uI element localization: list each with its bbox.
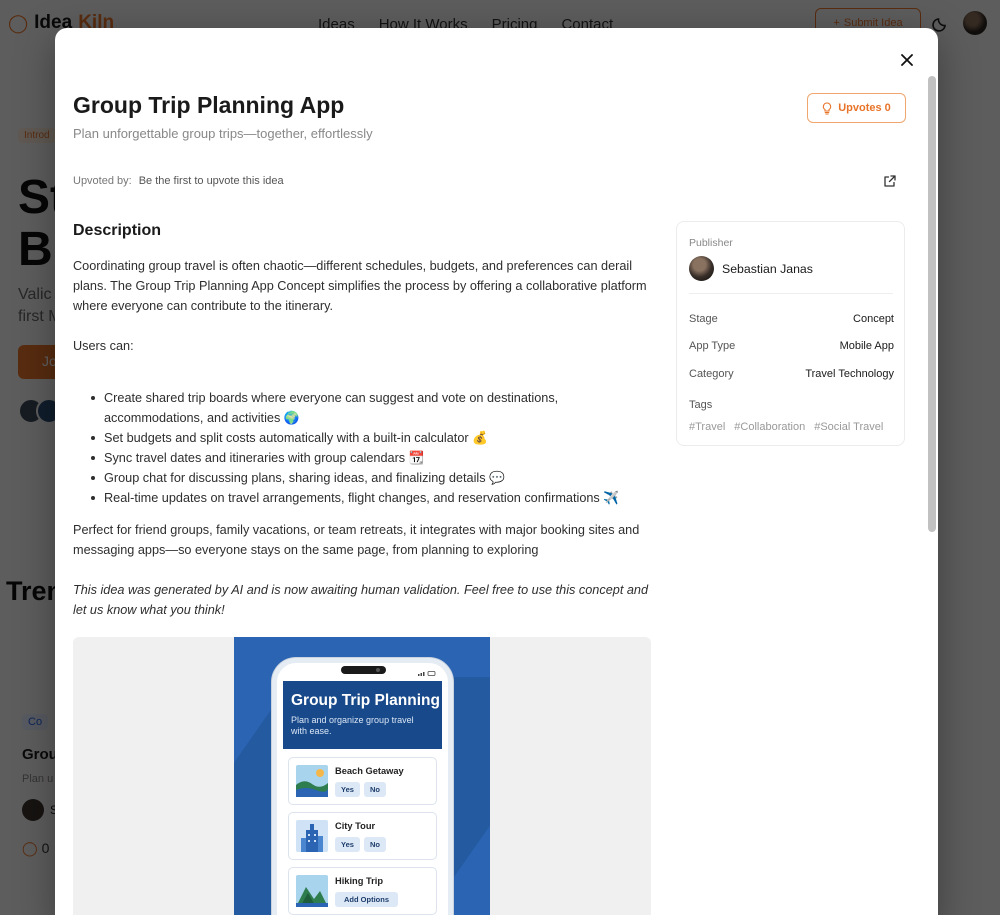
mockup-background: [234, 637, 490, 915]
tag-list: [689, 421, 883, 433]
no-button: No: [364, 837, 386, 852]
feature-list: [104, 388, 653, 508]
idea-detail-modal: [55, 28, 938, 915]
stage-value: Concept: [853, 313, 894, 325]
mockup-title: Group Trip Planning: [291, 692, 440, 709]
ai-note: This idea was generated by AI and is now awaiting human validation. Feel free to use this concept and let us know what you think!: [73, 583, 649, 617]
tag-travel[interactable]: #Travel: [689, 421, 726, 433]
users-can-text: Users can:: [73, 339, 134, 353]
description-heading: Description: [73, 222, 162, 239]
status-bar-icon: [418, 671, 436, 676]
yes-button: Yes: [335, 837, 360, 852]
no-button: No: [364, 782, 386, 797]
close-button[interactable]: [897, 50, 917, 70]
mockup-subtitle: Plan and organize group travel with ease.: [291, 715, 414, 736]
list-item: Group chat for discussing plans, sharing ideas, and finalizing details 💬: [104, 468, 653, 488]
add-options-button: Add Options: [335, 892, 398, 907]
app-type-value: Mobile App: [839, 340, 894, 352]
trip-card-city: City Tour Yes No: [288, 812, 437, 860]
mockup-header: [283, 681, 442, 749]
external-link-icon[interactable]: [883, 174, 897, 188]
tag-collaboration[interactable]: #Collaboration: [734, 421, 806, 433]
publisher-name[interactable]: Sebastian Janas: [722, 262, 813, 276]
summary-paragraph: Perfect for friend groups, family vacations, or team retreats, it integrates with major booking sites and messaging apps—so everyone stays on the same page, from planning to exploring: [73, 523, 640, 557]
tag-social-travel[interactable]: #Social Travel: [814, 421, 884, 433]
yes-button: Yes: [335, 782, 360, 797]
category-row: Category Travel Technology: [689, 368, 894, 380]
phone-notch: [341, 666, 386, 674]
description-paragraph: Coordinating group travel is often chaotic—different schedules, budgets, and preferences can derail plans. The Group Trip Planning App Concept simplifies the process by offering a collaborative platform where everyone can contribute to the itinerary.: [73, 259, 647, 313]
list-item: Create shared trip boards where everyone can suggest and vote on destinations, accommodations, and activities 🌍: [104, 388, 653, 428]
app-type-row: App Type Mobile App: [689, 340, 894, 352]
publisher-avatar[interactable]: [689, 256, 714, 281]
list-item: Set budgets and split costs automatically with a built-in calculator 💰: [104, 428, 653, 448]
upvoted-by: Upvoted by: Be the first to upvote this idea: [73, 175, 284, 187]
tags-label: Tags: [689, 399, 713, 411]
trip-card-beach: Beach Getaway Yes No: [288, 757, 437, 805]
list-item: Sync travel dates and itineraries with group calendars 📆: [104, 448, 653, 468]
idea-details-panel: [676, 221, 905, 446]
close-icon: [901, 54, 913, 66]
lightbulb-icon: [822, 102, 832, 115]
publisher-label: Publisher: [689, 237, 733, 249]
beach-icon: [296, 765, 328, 797]
city-icon: [296, 820, 328, 852]
mountain-icon: [296, 875, 328, 907]
divider: [689, 293, 893, 294]
idea-title: Group Trip Planning App: [73, 92, 345, 118]
list-item: Real-time updates on travel arrangements, flight changes, and reservation confirmations ✈️: [104, 488, 653, 508]
trip-card-hiking: Hiking Trip Add Options: [288, 867, 437, 915]
phone-frame: [272, 658, 453, 915]
app-mockup-image: [73, 637, 651, 915]
description-section: [73, 222, 653, 639]
idea-subtitle: Plan unforgettable group trips—together, effortlessly: [73, 126, 373, 141]
stage-row: Stage Concept: [689, 313, 894, 325]
modal-scrollbar[interactable]: [928, 76, 936, 532]
upvote-button[interactable]: Upvotes 0: [807, 93, 906, 123]
category-value: Travel Technology: [805, 368, 894, 380]
